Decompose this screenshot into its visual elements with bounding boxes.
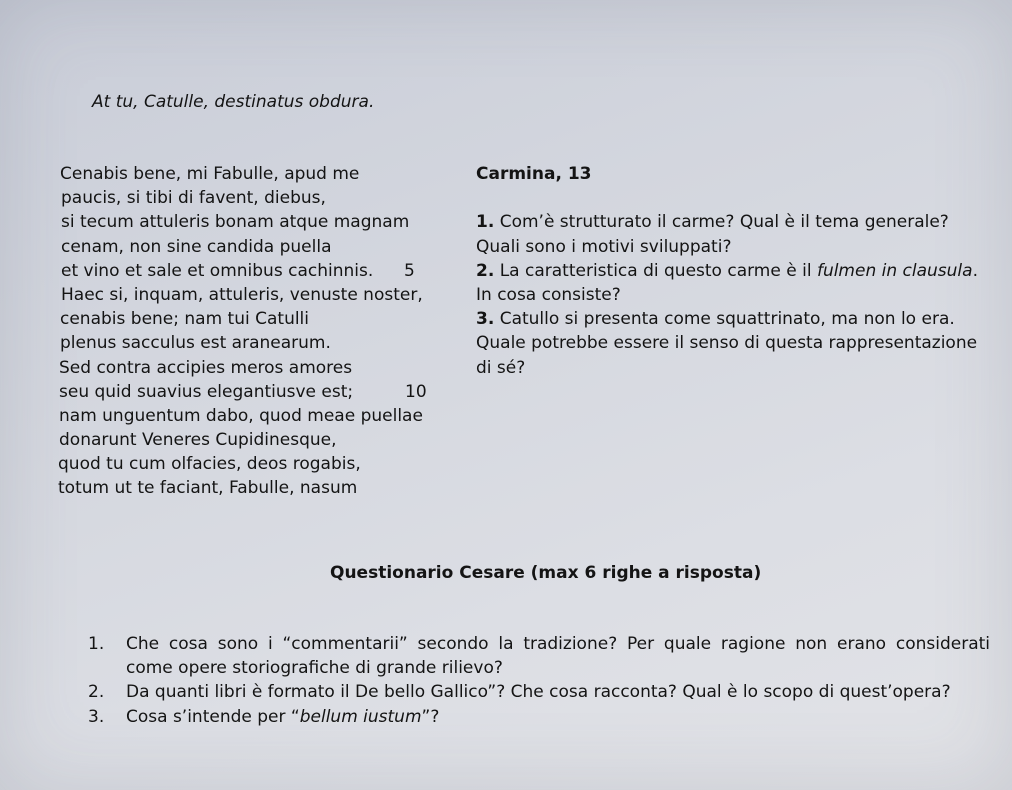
question-number: 2.: [88, 682, 105, 703]
poem-line: seu quid suavius elegantiusve est; 10: [59, 380, 429, 404]
poem-line: si tecum attuleris bonam atque magnam: [61, 212, 410, 233]
poem-line: quod tu cum olfacies, deos rogabis,: [58, 454, 361, 475]
cesare-questions: [88, 632, 990, 729]
question-2: 2. La caratteristica di questo carme è il fulmen in clausula.: [476, 260, 978, 281]
question-number: 3.: [88, 706, 105, 727]
line-number: 5: [404, 260, 415, 281]
poem-line: totum ut te faciant, Fabulle, nasum: [58, 478, 358, 499]
question-number: 1.: [476, 212, 495, 233]
poem-line: Sed contra accipies meros amores: [59, 357, 353, 378]
poem-line: donarunt Veneres Cupidinesque,: [59, 430, 337, 451]
poem-line: Haec si, inquam, attuleris, venuste noster,: [61, 284, 423, 305]
question-number: 1.: [88, 634, 105, 654]
cesare-question-2: 2. Da quanti libri è formato il De bello Gallico”? Che cosa racconta? Qual è lo scopo di quest’opera?: [88, 680, 990, 704]
cesare-question-3: 3. Cosa s’intende per “bellum iustum”?: [88, 705, 990, 729]
poem-line: et vino et sale et omnibus cachinnis. 5: [61, 259, 431, 283]
poem-line: nam unguentum dabo, quod meae puellae: [59, 405, 423, 426]
cesare-question-1: 1. Che cosa sono i “commentarii” secondo la tradizione? Per quale ragione non erano considerati come opere storiografiche di grande rilievo?: [88, 632, 990, 680]
carmina-title: Carmina, 13: [476, 164, 592, 184]
poem-line: paucis, si tibi di favent, diebus,: [61, 188, 326, 209]
poem-header: At tu, Catulle, destinatus obdura.: [92, 92, 375, 112]
question-3: 3. Catullo si presenta come squattrinato, ma non lo era.: [476, 309, 955, 330]
poem-line: Cenabis bene, mi Fabulle, apud me: [60, 164, 360, 184]
question-number: 2.: [476, 260, 495, 281]
poem-text: [60, 162, 430, 501]
poem-line: plenus sacculus est aranearum.: [60, 333, 331, 354]
poem-line: cenam, non sine candida puella: [61, 236, 332, 257]
carmina-questions: Carmina, 13 1. Com’è strutturato il carme? Qual è il tema generale? Quali sono i motivi sviluppati? 2. La caratteristica di questo carme è il fulmen in clausula. In cosa consiste? 3. Catullo si presenta come squattrinato, ma non lo era. Quale potrebbe essere il senso di questa rappresentazione di sé?: [476, 162, 996, 380]
cesare-title: Questionario Cesare (max 6 righe a risposta): [330, 563, 762, 583]
question-1: 1. Com’è strutturato il carme? Qual è il tema generale?: [476, 212, 949, 233]
poem-line: cenabis bene; nam tui Catulli: [60, 309, 310, 330]
line-number: 10: [405, 381, 427, 402]
question-number: 3.: [476, 309, 495, 330]
